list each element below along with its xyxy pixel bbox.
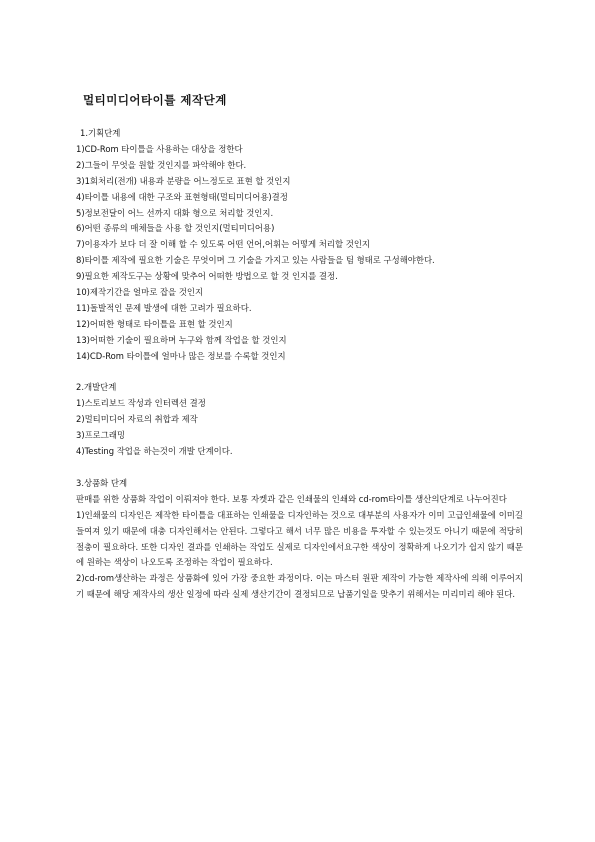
list-item: 5)정보전달이 어느 선까지 대화 형으로 처리할 것인지. bbox=[76, 207, 274, 218]
document-body bbox=[76, 126, 523, 603]
list-item: 13)어떠한 기술이 필요하며 누구와 함께 작업을 할 것인지 bbox=[76, 334, 287, 345]
list-item: 7)이용자가 보다 더 잘 이해 할 수 있도록 어떤 언어,어휘는 어떻게 처리할 것인지 bbox=[76, 239, 370, 250]
list-item: 4)타이틀 내용에 대한 구조와 표현형태(멀티미디어용)결정 bbox=[76, 191, 288, 202]
list-item: 3)1회처리(전개) 내용과 분량을 어느정도로 표현 할 것인지 bbox=[76, 175, 291, 186]
section-heading-planning: 1.기획단계 bbox=[80, 128, 121, 138]
list-item: 4)Testing 작업을 하는것이 개발 단계이다. bbox=[76, 446, 233, 457]
document-title: 멀티미디어타이틀 제작단계 bbox=[83, 93, 227, 107]
list-item: 2)멀티미디어 자료의 취합과 제작 bbox=[76, 414, 198, 425]
paragraph: 2)cd-rom생산하는 과정은 상품화에 있어 가장 중요한 과정이다. 이는 마스터 원판 제작이 가능한 제작사에 의해 이루어지기 때문에 해당 제작사의 생산 일정에 따라 실제 생산기간이 결정되므로 납품기일을 맞추기 위해서는 미리미리 해야 된다. bbox=[76, 573, 523, 600]
list-item: 6)어떤 종류의 매체들을 사용 할 것인지(멀티미디어용) bbox=[76, 223, 275, 234]
list-item: 12)어떠한 형태로 타이틀을 표현 할 것인지 bbox=[76, 318, 233, 329]
list-item: 8)타이틀 제작에 필요한 기술은 무엇이며 그 기술을 가지고 있는 사람들을 팀 형태로 구성해야한다. bbox=[76, 255, 435, 266]
list-item: 14)CD-Rom 타이틀에 얼마나 많은 정보를 수록할 것인지 bbox=[76, 350, 286, 361]
list-item: 3)프로그래밍 bbox=[76, 430, 126, 441]
paragraph: 1)인쇄물의 디자인은 제작한 타이틀을 대표하는 인쇄물을 디자인하는 것으로 대부분의 사용자가 이미 고급인쇄물에 이미길들여져 있기 때문에 대충 디자인해서는 안된다. 그렇다고 해서 너무 많은 비용을 투자할 수 있는것도 아니기 때문에 적당히 절충이 필요하다. 또한 디자인 결과를 인쇄하는 작업도 실제로 디자인에서요구한 색상이 정확하게 나오기가 쉽지 않기 때문에 원하는 색상이 나오도록 조정하는 작업이 필요하다. bbox=[76, 509, 523, 568]
section-heading-commercialization: 3.상품화 단계 bbox=[76, 477, 128, 488]
section-spacer bbox=[76, 365, 523, 381]
section-spacer bbox=[76, 460, 523, 476]
list-item: 2)그들이 무엇을 원할 것인지를 파악해야 한다. bbox=[76, 159, 247, 170]
list-item: 11)돌발적인 문제 발생에 대한 고려가 필요하다. bbox=[76, 302, 252, 313]
list-item: 1)스토리보드 작성과 인터렉션 결정 bbox=[76, 398, 206, 409]
list-item: 1)CD-Rom 타이틀을 사용하는 대상을 정한다 bbox=[76, 143, 243, 154]
list-item: 9)필요한 제작도구는 상황에 맞추어 어떠한 방법으로 할 것 인지를 결정. bbox=[76, 271, 338, 282]
paragraph: 판매를 위한 상품화 작업이 이뤄져야 한다. 보통 자켓과 같은 인쇄물의 인쇄와 cd-rom타이틀 생산의단계로 나누어진다 bbox=[76, 493, 507, 504]
list-item: 10)제작기간을 얼마로 잡을 것인지 bbox=[76, 287, 204, 298]
section-heading-development: 2.개발단계 bbox=[76, 382, 117, 393]
